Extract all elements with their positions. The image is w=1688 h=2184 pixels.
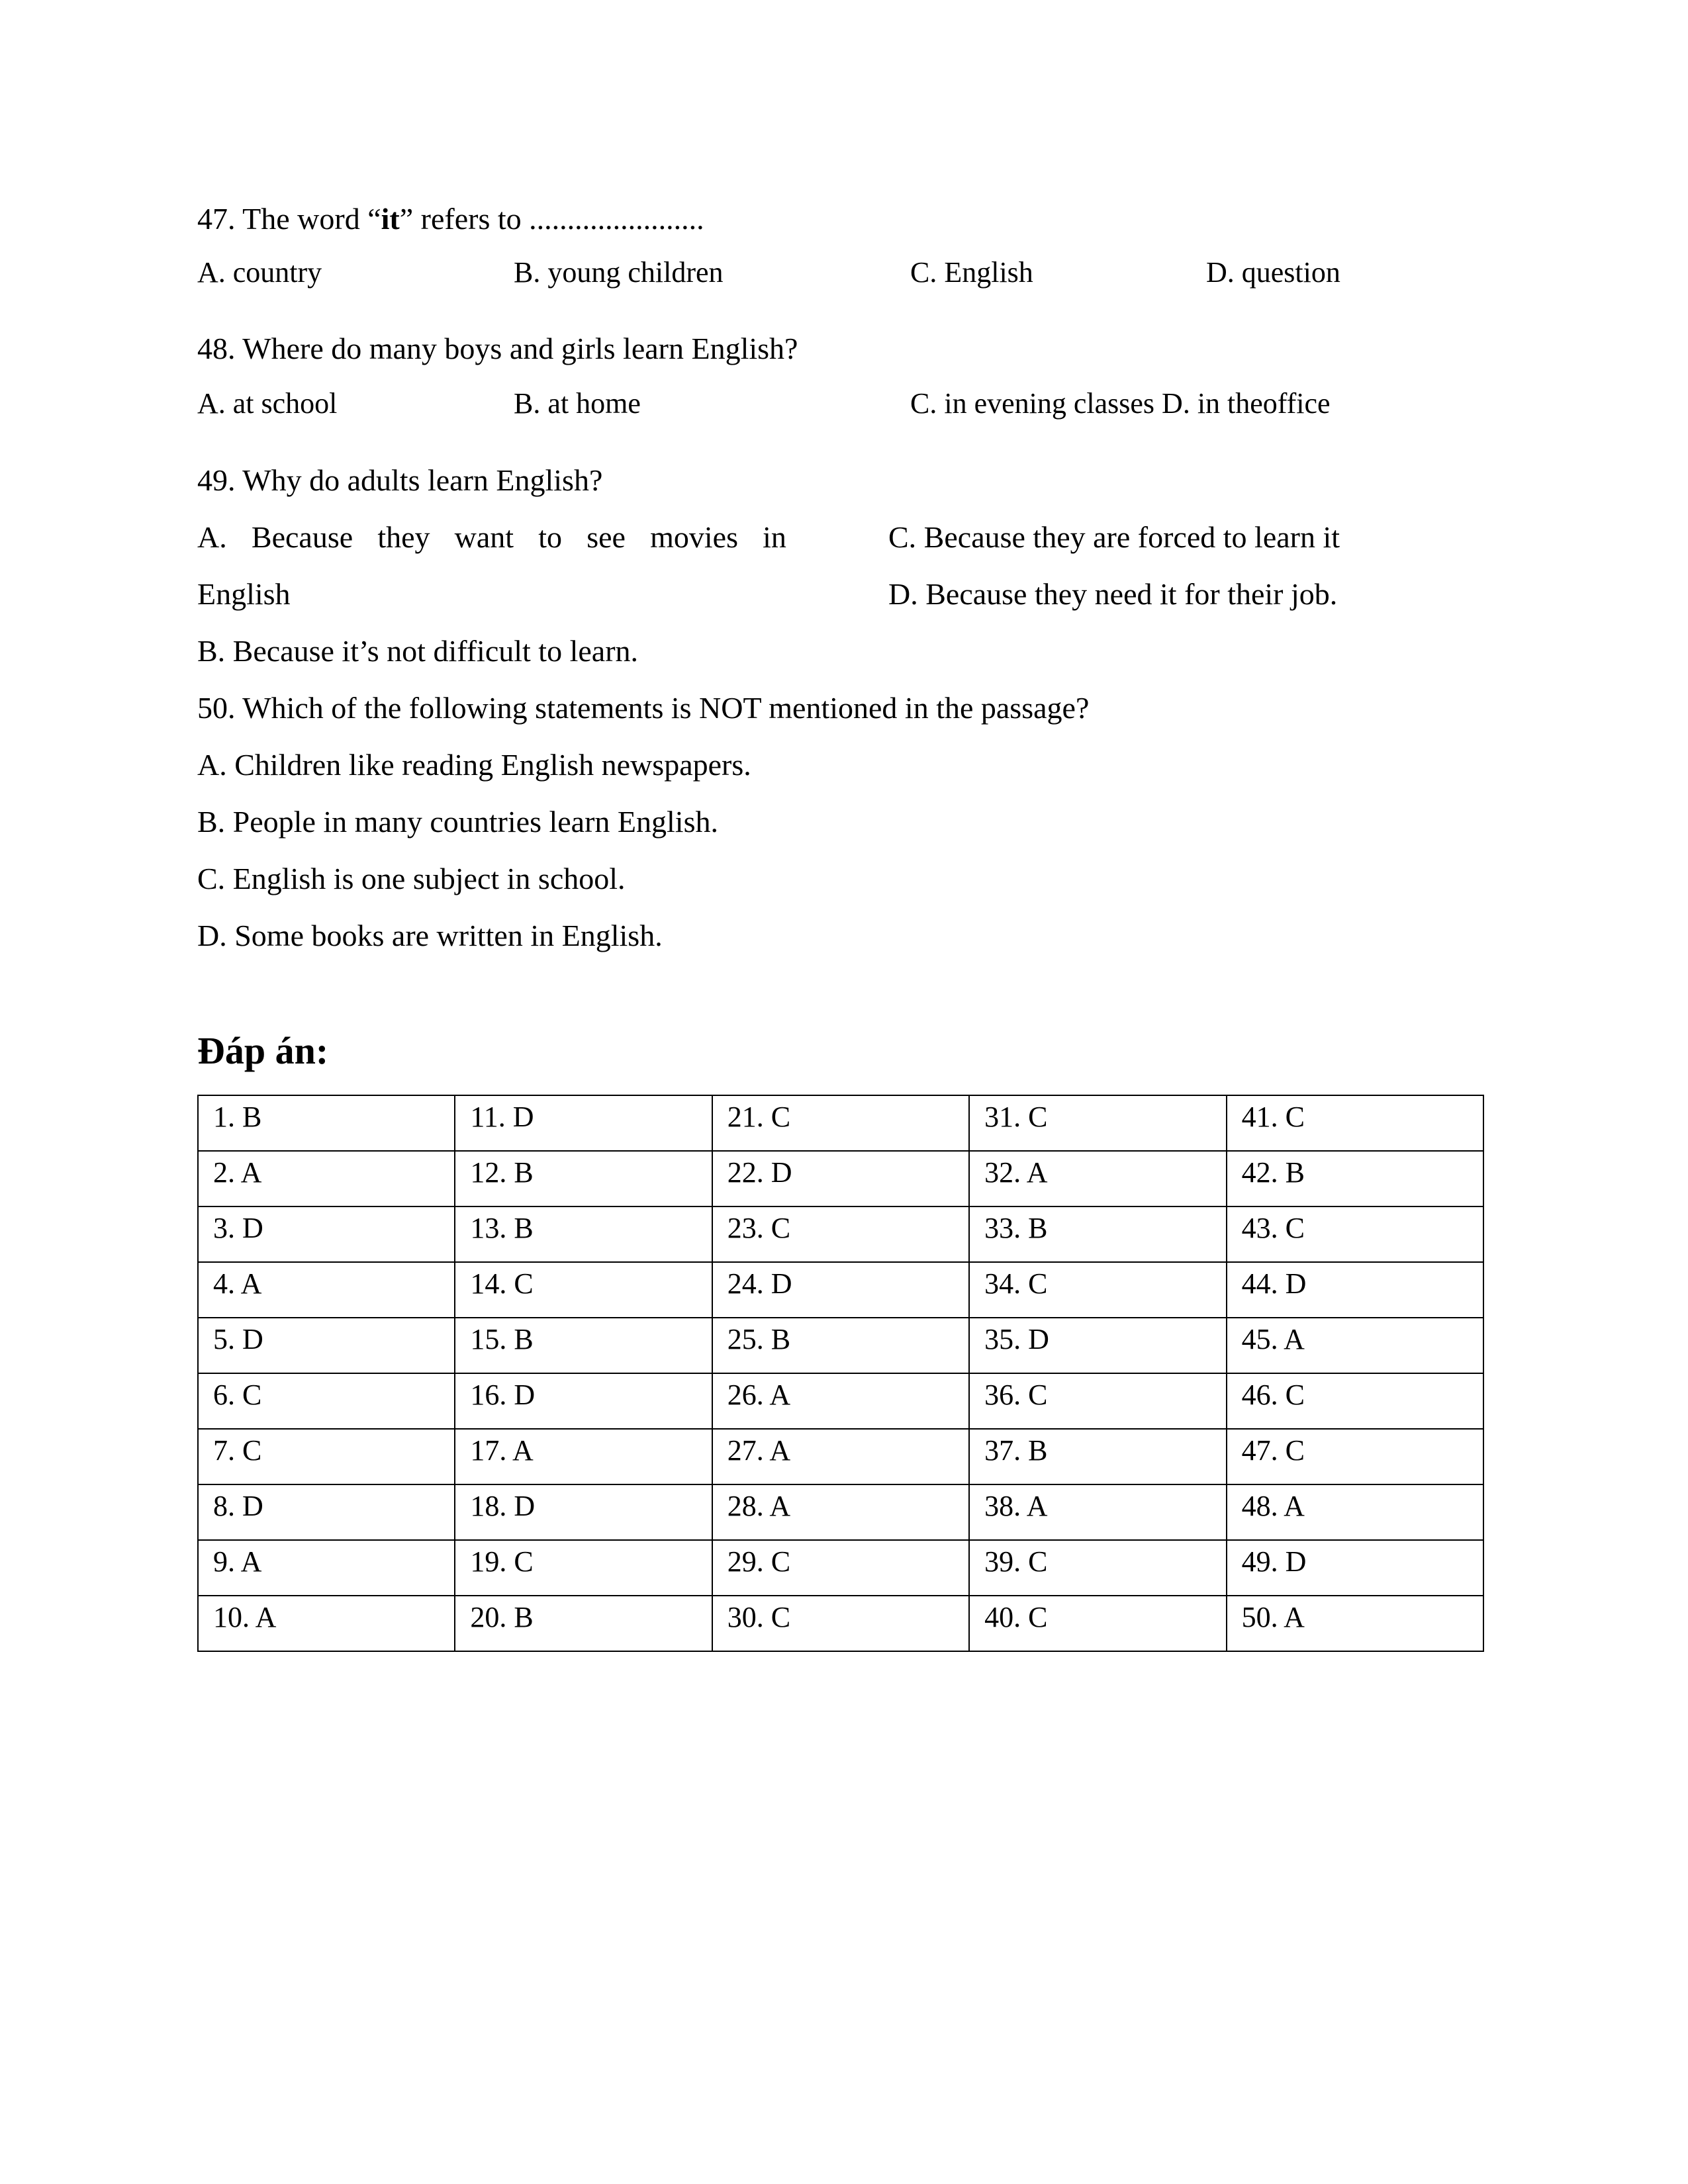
answer-cell: 27. A — [712, 1429, 969, 1484]
answer-cell: 10. A — [198, 1596, 455, 1651]
q47-option-b: B. young children — [514, 256, 724, 289]
answer-cell: 28. A — [712, 1484, 969, 1540]
q50-option-a: A. Children like reading English newspapers. — [197, 748, 751, 782]
table-row — [198, 1596, 1483, 1651]
answer-cell: 40. C — [969, 1596, 1226, 1651]
answer-cell: 23. C — [712, 1206, 969, 1262]
question-48-stem: 48. Where do many boys and girls learn English? — [197, 332, 798, 365]
answer-cell: 19. C — [455, 1540, 712, 1596]
answer-cell: 47. C — [1227, 1429, 1483, 1484]
answer-cell: 24. D — [712, 1262, 969, 1318]
answer-cell: 1. B — [198, 1095, 455, 1151]
answer-cell: 32. A — [969, 1151, 1226, 1206]
table-row — [198, 1151, 1483, 1206]
q50-option-b: B. People in many countries learn English. — [197, 805, 718, 839]
q49-option-c: C. Because they are forced to learn it — [888, 520, 1340, 554]
answer-cell: 43. C — [1227, 1206, 1483, 1262]
answer-cell: 11. D — [455, 1095, 712, 1151]
answer-cell: 20. B — [455, 1596, 712, 1651]
answer-cell: 22. D — [712, 1151, 969, 1206]
answer-cell: 18. D — [455, 1484, 712, 1540]
answer-cell: 50. A — [1227, 1596, 1483, 1651]
q47-option-d: D. question — [1206, 256, 1340, 289]
answer-cell: 34. C — [969, 1262, 1226, 1318]
answer-cell: 12. B — [455, 1151, 712, 1206]
answer-cell: 36. C — [969, 1373, 1226, 1429]
answer-cell: 5. D — [198, 1318, 455, 1373]
answer-cell: 42. B — [1227, 1151, 1483, 1206]
q50-option-c: C. English is one subject in school. — [197, 862, 626, 895]
q49-option-b: B. Because it’s not difficult to learn. — [197, 634, 639, 668]
answer-cell: 41. C — [1227, 1095, 1483, 1151]
q50-option-d: D. Some books are written in English. — [197, 919, 663, 952]
table-row — [198, 1373, 1483, 1429]
table-row — [198, 1484, 1483, 1540]
q49-option-d: D. Because they need it for their job. — [888, 577, 1338, 611]
table-row — [198, 1429, 1483, 1484]
q48-option-a: A. at school — [197, 387, 338, 420]
answer-cell: 35. D — [969, 1318, 1226, 1373]
q48-option-b: B. at home — [514, 387, 641, 420]
answer-cell: 8. D — [198, 1484, 455, 1540]
q47-option-c: C. English — [910, 256, 1033, 289]
answer-cell: 25. B — [712, 1318, 969, 1373]
answer-cell: 16. D — [455, 1373, 712, 1429]
answer-cell: 33. B — [969, 1206, 1226, 1262]
answer-cell: 9. A — [198, 1540, 455, 1596]
table-row — [198, 1262, 1483, 1318]
answer-cell: 2. A — [198, 1151, 455, 1206]
table-row — [198, 1318, 1483, 1373]
answer-cell: 3. D — [198, 1206, 455, 1262]
answer-cell: 46. C — [1227, 1373, 1483, 1429]
answer-cell: 14. C — [455, 1262, 712, 1318]
question-49-stem: 49. Why do adults learn English? — [197, 463, 603, 497]
answer-cell: 48. A — [1227, 1484, 1483, 1540]
answer-cell: 37. B — [969, 1429, 1226, 1484]
question-50-stem: 50. Which of the following statements is NOT mentioned in the passage? — [197, 691, 1090, 725]
answer-cell: 26. A — [712, 1373, 969, 1429]
table-row — [198, 1095, 1483, 1151]
table-row — [198, 1540, 1483, 1596]
answer-cell: 38. A — [969, 1484, 1226, 1540]
answer-cell: 45. A — [1227, 1318, 1483, 1373]
answer-cell: 15. B — [455, 1318, 712, 1373]
answer-cell: 13. B — [455, 1206, 712, 1262]
question-47-stem: 47. The word “it” refers to ....................... — [197, 202, 704, 236]
answers-heading: Đáp án: — [197, 1029, 329, 1072]
answer-cell: 49. D — [1227, 1540, 1483, 1596]
q48-option-cd: C. in evening classes D. in theoffice — [910, 387, 1331, 420]
answer-cell: 4. A — [198, 1262, 455, 1318]
answer-cell: 44. D — [1227, 1262, 1483, 1318]
answer-cell: 6. C — [198, 1373, 455, 1429]
q47-option-a: A. country — [197, 256, 322, 289]
answer-cell: 30. C — [712, 1596, 969, 1651]
answer-cell: 31. C — [969, 1095, 1226, 1151]
answer-cell: 21. C — [712, 1095, 969, 1151]
answer-cell: 29. C — [712, 1540, 969, 1596]
answer-cell: 7. C — [198, 1429, 455, 1484]
q49-option-a-line2: English — [197, 577, 291, 611]
answer-cell: 17. A — [455, 1429, 712, 1484]
table-row — [198, 1206, 1483, 1262]
answer-table — [197, 1095, 1484, 1652]
answer-cell: 39. C — [969, 1540, 1226, 1596]
q49-option-a-line1: A. Because they want to see movies in — [197, 520, 786, 554]
